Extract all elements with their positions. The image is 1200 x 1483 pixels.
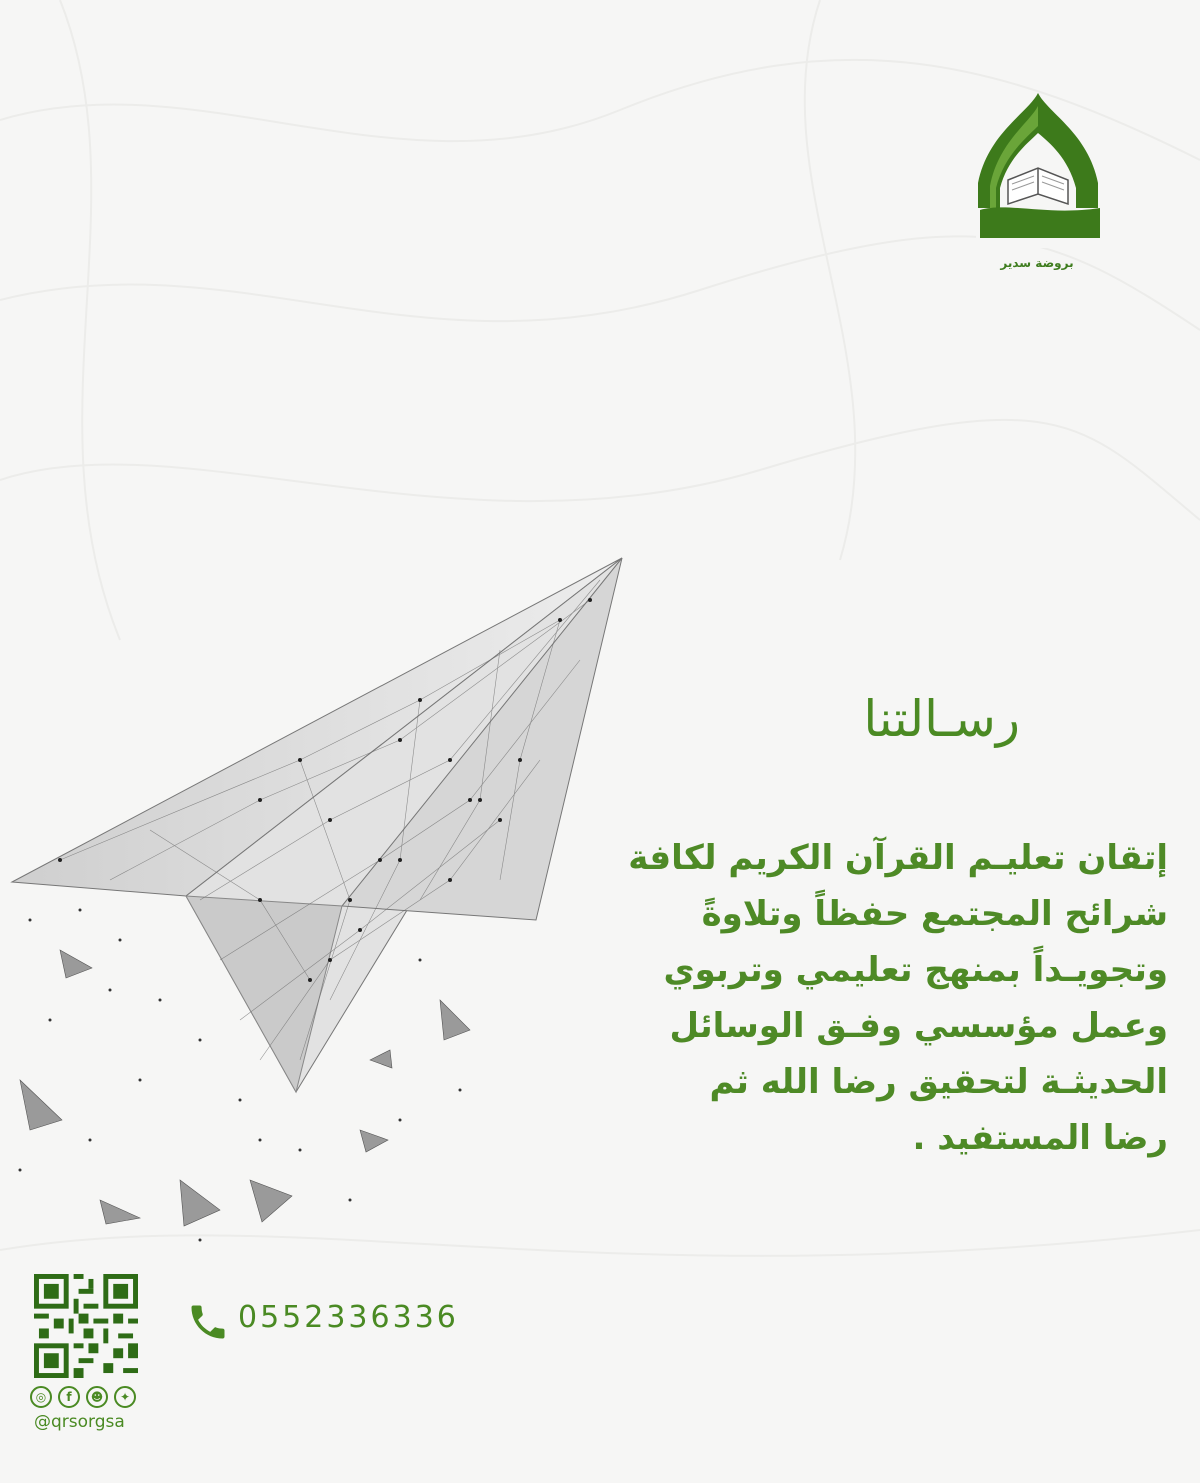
paper-plane-illustration (0, 540, 640, 1260)
mission-line: وتجويـداً بمنهج تعليمي وتربوي (663, 950, 1168, 990)
mission-line: شرائح المجتمع حفظاً وتلاوةً (701, 894, 1168, 934)
page-heading: رسـالتنا (863, 690, 1020, 748)
mission-text (608, 830, 1168, 1166)
mission-line: رضا المستفيد . (912, 1118, 1168, 1158)
twitter-icon[interactable]: ✦ (114, 1386, 136, 1408)
mission-line: وعمل مؤسسي وفـق الوسائل (669, 1006, 1168, 1046)
open-book-icon (1008, 168, 1068, 204)
phone-icon (186, 1300, 230, 1344)
phone-number[interactable]: 0552336336 (238, 1300, 459, 1335)
qr-code-icon[interactable] (34, 1274, 138, 1378)
instagram-icon[interactable]: ◎ (30, 1386, 52, 1408)
snapchat-icon[interactable]: ☻ (86, 1386, 108, 1408)
org-logo (968, 88, 1118, 288)
facebook-icon[interactable]: f (58, 1386, 80, 1408)
mission-line: الحديثـة لتحقيق رضا الله ثم (709, 1062, 1168, 1102)
social-handle[interactable]: @qrsorgsa (34, 1412, 125, 1432)
logo-location: بروضة سدير (1000, 256, 1074, 270)
mission-line: إتقان تعليـم القرآن الكريم لكافة (628, 838, 1168, 878)
social-icons (30, 1386, 150, 1412)
